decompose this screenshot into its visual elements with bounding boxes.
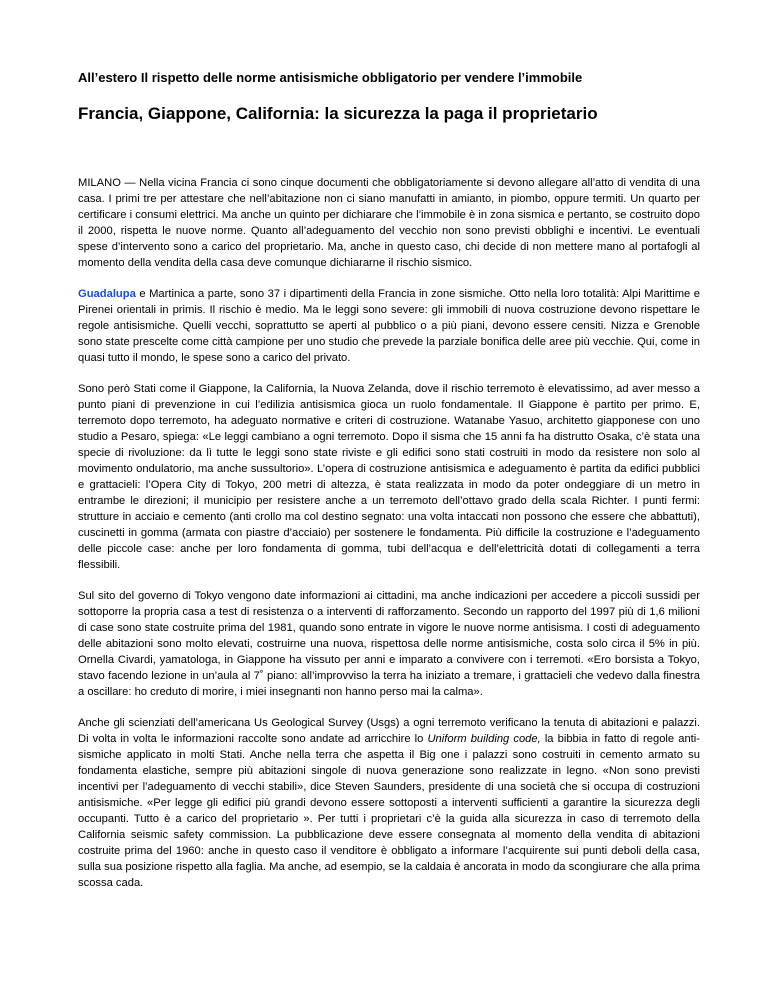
uniform-building-code-title: Uniform building code, <box>427 733 541 745</box>
paragraph-5-text-a: Anche gli scienziati dell’americana Us Geological Survey (Usgs) a ogni terremoto verificano la tenuta di abitazioni e palazzi. Di volta in volta le informazioni raccolte sono andate ad arricchire lo <box>78 717 700 745</box>
guadalupa-link[interactable]: Guadalupa <box>78 288 136 300</box>
paragraph-5-text-b: la bibbia in fatto di regole anti-sismiche applicato in molti Stati. Anche nella terra che aspetta il Big one i palazzi sono costruiti in cemento armato su fondamenta elastiche, sempre più abitazioni singole di nuova generazione sono realizzate in legno. «Non sono previsti incentivi per l’adeguamento di vecchi stabili», dice Steven Saunders, presidente di una società che si occupa di costruzioni antisismiche. «Per legge gli edifici più grandi devono essere sottoposti a interventi sufficienti a garantire la sicurezza degli occupanti. Tutto è a carico del proprietario ». Per tutti i proprietari c’è la guida alla sicurezza in caso di terremoto della California seismic safety commission. La pubblicazione deve essere consegnata al momento della vendita di abitazioni costruite prima del 1960: anche in questo caso il venditore è obbligato a informare l’acquirente sui punti deboli della casa, sulla sua posizione rispetto alla faglia. Ma anche, ad esempio, se la caldaia è ancorata in modo da scongiurare che alla prima scossa cada. <box>78 733 700 889</box>
paragraph-2 <box>78 286 700 366</box>
paragraph-3: Sono però Stati come il Giappone, la California, la Nuova Zelanda, dove il rischio terremoto è elevatissimo, ad aver messo a punto piani di prevenzione in cui l’edilizia antisismica gioca un ruolo fondamentale. Il Giappone è partito per primo. E, terremoto dopo terremoto, ha adeguato normative e criteri di costruzione. Watanabe Yasuo, architetto giapponese con uno studio a Pesaro, spiega: «Le leggi cambiano a ogni terremoto. Dopo il sisma che 15 anni fa ha distrutto Osaka, c’è stata una specie di rivoluzione: da lì tutte le leggi sono state riviste e gli edifici sono stati costruiti in modo da resistere non solo al movimento ondulatorio, ma anche sussultorio». L’opera di costruzione antisismica e adeguamento è partita da edifici pubblici e grattacieli: l’Opera City di Tokyo, 200 metri di altezza, è stata realizzata in modo da poter ondeggiare di un metro in entrambe le direzioni; il municipio per resistere anche a un terremoto dell’ottavo grado della scala Richter. I punti fermi: strutture in acciaio e cemento (anti crollo ma col destino segnato: una volta intaccati non possono che essere che abbattuti), cuscinetti in gomma (armata con piastre d’acciaio) per sostenere le fondamenta. Più difficile la costruzione e l’adeguamento delle piccole case: anche per loro fondamenta di gomma, tubi dell’acqua e dell’elettricità dotati di collegamenti a terra flessibili. <box>78 383 700 571</box>
paragraph-4: Sul sito del governo di Tokyo vengono date informazioni ai cittadini, ma anche indicazioni per accedere a piccoli sussidi per sottoporre la propria casa a test di resistenza o a interventi di rafforzamento. Secondo un rapporto del 1997 più di 1,6 milioni di case sono state costruite prima del 1981, quando sono entrate in vigore le nuove norme antisisma. I costi di adeguamento delle abitazioni sono molto elevati, costruirne una nuova, rispettosa delle norme antisismiche, costa solo circa il 5% in più. Ornella Civardi, yamatologa, in Giappone ha vissuto per anni e imparato a convivere con i terremoti. «Ero borsista a Tokyo, stavo facendo lezione in un’aula al 7˚ piano: all’improvviso la terra ha iniziato a tremare, i grattacieli che vedevo dalla finestra a oscillare: ho creduto di morire, i miei insegnanti non hanno perso mai la calma». <box>78 590 700 698</box>
paragraph-2-text: e Martinica a parte, sono 37 i dipartimenti della Francia in zone sismiche. Otto nella loro totalità: Alpi Marittime e Pirenei orientali in primis. Il rischio è medio. Ma le leggi sono severe: gli immobili di nuova costruzione devono rispettare le regole antisismiche. Quelli vecchi, soprattutto se aperti al pubblico o a più piani, devono essere censiti. Nizza e Grenoble sono state prescelte come città campione per uno studio che prevede la parziale bonifica delle aree più vecchie. Qui, come in quasi tutto il mondo, le spese sono a carico del privato. <box>78 288 700 364</box>
paragraph-1: MILANO — Nella vicina Francia ci sono cinque documenti che obbligatoriamente si devono allegare all’atto di vendita di una casa. I primi tre per attestare che nell’abitazione non ci siano manufatti in amianto, in piombo, oppure termiti. Un quarto per certificare i consumi elettrici. Ma anche un quinto per dichiarare che l’immobile è in zona sismica e pertanto, se costruito dopo il 2000, rispetta le nuove norme. Quanto all’adeguamento del vecchio non sono previsti obblighi e incentivi. Le eventuali spese d’intervento sono a carico del proprietario. Ma, anche in questo caso, chi decide di non mettere mano al portafogli al momento della vendita della casa deve comunque dichiararne il rischio sismico. <box>78 177 700 269</box>
article-kicker: All’estero Il rispetto delle norme antisismiche obbligatorio per vendere l’immobile <box>78 70 583 85</box>
article-body <box>78 175 700 906</box>
paragraph-5 <box>78 715 700 891</box>
article-headline: Francia, Giappone, California: la sicurezza la paga il proprietario <box>78 104 598 123</box>
